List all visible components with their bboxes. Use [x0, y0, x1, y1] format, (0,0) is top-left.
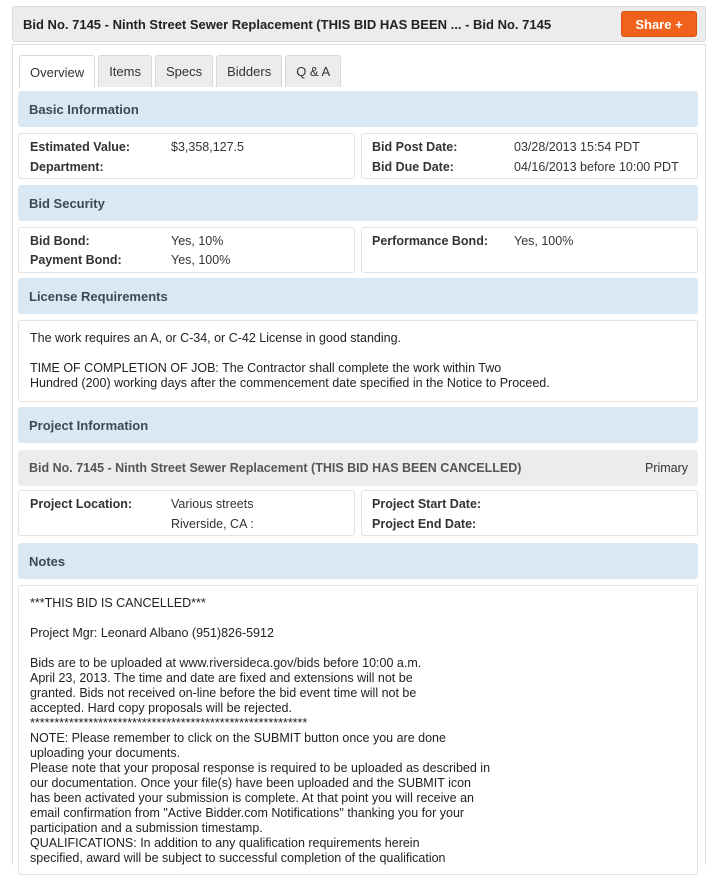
project-title: Bid No. 7145 - Ninth Street Sewer Replacement (THIS BID HAS BEEN CANCELLED): [29, 461, 522, 475]
project-title-bar: [18, 450, 698, 486]
tab-bar: [19, 55, 344, 87]
estimated-value: $3,358,127.5: [171, 140, 244, 154]
tab-qa[interactable]: Q & A: [285, 55, 341, 87]
basic-info-right-box: [361, 133, 698, 179]
bid-security-left-box: [18, 227, 355, 273]
department-label: Department:: [30, 160, 104, 174]
basic-info-left-box: [18, 133, 355, 179]
page-title: Bid No. 7145 - Ninth Street Sewer Replacement (THIS BID HAS BEEN ... - Bid No. 7145: [23, 17, 552, 32]
project-dates-box: [361, 490, 698, 536]
bid-bond-label: Bid Bond:: [30, 234, 90, 248]
tab-specs[interactable]: Specs: [155, 55, 213, 87]
bid-security-heading: Bid Security: [18, 185, 698, 221]
bid-due-date: 04/16/2013 before 10:00 PDT: [514, 160, 679, 174]
cancelled-notice: ***THIS BID IS CANCELLED***: [30, 596, 206, 610]
tab-overview[interactable]: Overview: [19, 55, 95, 88]
completion-text-line2: Hundred (200) working days after the commencement date specified in the Notice to Proceed.: [30, 376, 550, 390]
bid-bond-value: Yes, 10%: [171, 234, 224, 248]
tab-panel: [12, 44, 706, 865]
payment-bond-label: Payment Bond:: [30, 253, 122, 267]
project-end-date-label: Project End Date:: [372, 517, 477, 531]
project-location-line2: Riverside, CA :: [171, 517, 254, 531]
header-bar: [12, 6, 706, 42]
notes-box: [18, 585, 698, 875]
basic-info-heading: Basic Information: [18, 91, 698, 127]
project-location-label: Project Location:: [30, 497, 133, 511]
primary-badge: Primary: [644, 461, 688, 475]
estimated-value-label: Estimated Value:: [30, 140, 131, 154]
license-heading: License Requirements: [18, 278, 698, 314]
project-location-box: [18, 490, 355, 536]
project-info-heading: Project Information: [18, 407, 698, 443]
share-button[interactable]: Share +: [621, 11, 697, 37]
completion-text-line1: TIME OF COMPLETION OF JOB: The Contractor shall complete the work within Two: [30, 361, 502, 375]
bid-post-date-label: Bid Post Date:: [372, 140, 458, 154]
tab-bidders[interactable]: Bidders: [216, 55, 282, 87]
performance-bond-value: Yes, 100%: [514, 234, 574, 248]
project-location-line1: Various streets: [171, 497, 254, 511]
bid-post-date: 03/28/2013 15:54 PDT: [514, 140, 640, 154]
project-start-date-label: Project Start Date:: [372, 497, 482, 511]
tab-items[interactable]: Items: [98, 55, 152, 87]
performance-bond-label: Performance Bond:: [372, 234, 488, 248]
notes-heading: Notes: [18, 543, 698, 579]
payment-bond-value: Yes, 100%: [171, 253, 231, 267]
project-manager-text: Project Mgr: Leonard Albano (951)826-5912: [30, 626, 274, 640]
bid-due-date-label: Bid Due Date:: [372, 160, 454, 174]
bid-security-right-box: [361, 227, 698, 273]
license-text-box: [18, 320, 698, 402]
notes-body: Bids are to be uploaded at www.riversideca.gov/bids before 10:00 a.m. April 23, 2013. The time and date are fixed and extensions will not be granted. Bids not received on-line before the bid event time will not be accepted. Hard copy proposals will be rejected. ********************************************************* NOTE: Please remember to click on the SUBMIT button once you are done uploading your documents. Please note that your proposal response is required to be uploaded as described in our documentation. Once your file(s) have been uploaded and the SUBMIT icon has been activated your submission is complete. At that point you will receive an email confirmation from "Active Bidder.com Notifications" thanking you for your participation and a submission timestamp. QUALIFICATIONS: In addition to any qualification requirements herein specified, award will be subject to successful completion of the qualification: [30, 656, 491, 865]
license-requirement-text: The work requires an A, or C-34, or C-42 License in good standing.: [30, 331, 402, 345]
